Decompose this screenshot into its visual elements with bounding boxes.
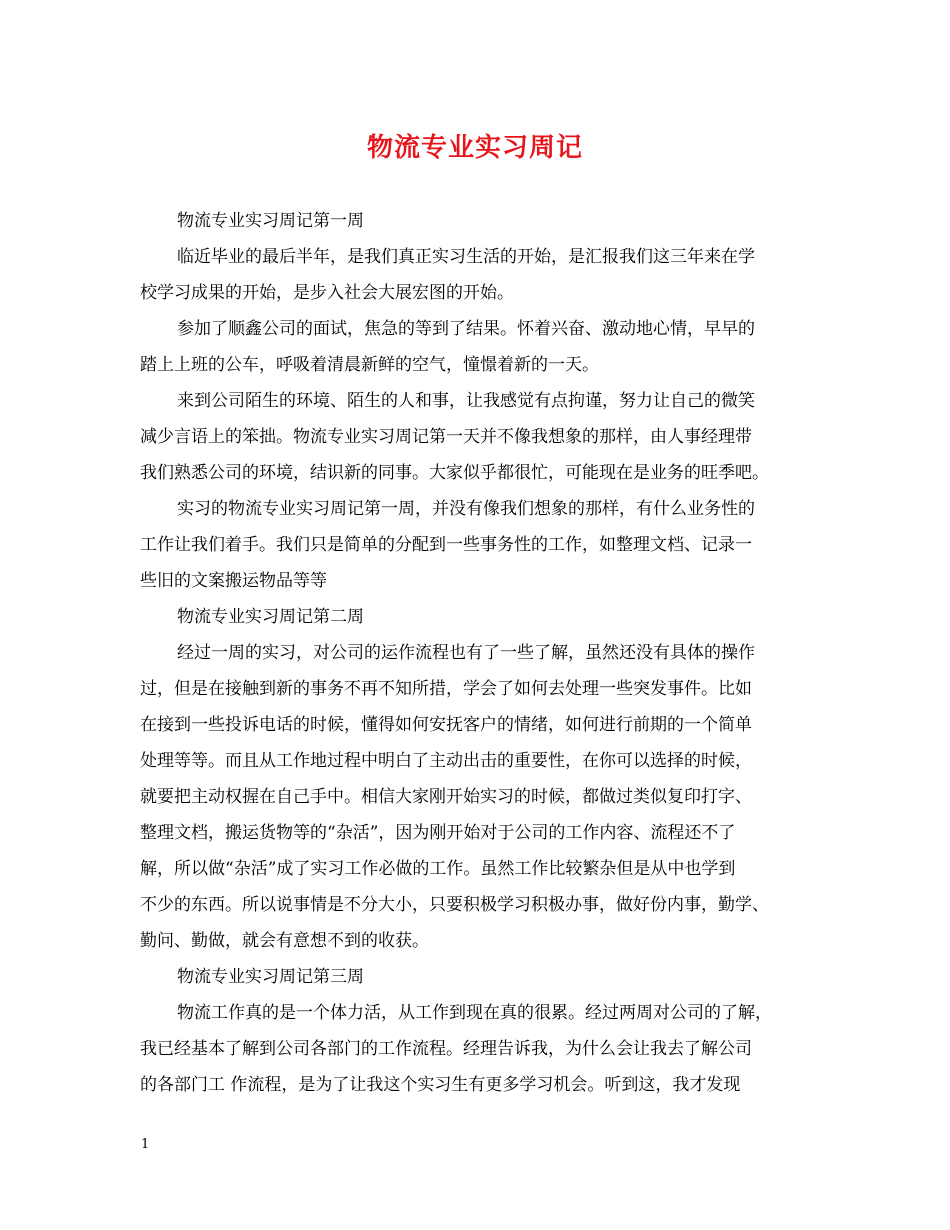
- document-body: [140, 203, 822, 1103]
- paragraph-line: 工作让我们着手。我们只是简单的分配到一些事务性的工作，如整理文档、记录一: [140, 535, 752, 555]
- paragraph-line: 经过一周的实习，对公司的运作流程也有了一些了解，虽然还没有具体的操作: [177, 643, 755, 663]
- paragraph-line: 物流工作真的是一个体力活，从工作到现在真的很累。经过两周对公司的了解，: [177, 1003, 772, 1023]
- paragraph-line: 整理文档，搬运货物等的“杂活”，因为刚开始对于公司的工作内容、流程还不了: [140, 823, 736, 843]
- paragraph-line: 踏上上班的公车，呼吸着清晨新鲜的空气，憧憬着新的一天。: [140, 355, 599, 375]
- week-heading: 物流专业实习周记第一周: [177, 211, 364, 231]
- document-title: 物流专业实习周记: [366, 133, 583, 163]
- paragraph-line: 来到公司陌生的环境、陌生的人和事，让我感觉有点拘谨，努力让自己的微笑: [177, 391, 755, 411]
- paragraph-line: 过，但是在接触到新的事务不再不知所措，学会了如何去处理一些突发事件。比如: [140, 679, 752, 699]
- paragraph-line: 处理等等。而且从工作地过程中明白了主动出击的重要性，在你可以选择的时候，: [140, 751, 752, 771]
- page-number: 1: [141, 1137, 150, 1152]
- week-heading: 物流专业实习周记第二周: [177, 607, 364, 627]
- paragraph-line: 勤问、勤做，就会有意想不到的收获。: [140, 931, 429, 951]
- paragraph-line: 就要把主动权握在自己手中。相信大家刚开始实习的时候，都做过类似复印打字、: [140, 787, 752, 807]
- week-heading: 物流专业实习周记第三周: [177, 967, 364, 987]
- paragraph-line: 校学习成果的开始，是步入社会大展宏图的开始。: [140, 283, 514, 303]
- paragraph-line: 实习的物流专业实习周记第一周，并没有像我们想象的那样，有什么业务性的: [177, 499, 755, 519]
- paragraph-line: 我们熟悉公司的环境，结识新的同事。大家似乎都很忙，可能现在是业务的旺季吧。: [140, 463, 769, 483]
- paragraph-line: 解，所以做“杂活”成了实习工作必做的工作。虽然工作比较繁杂但是从中也学到: [140, 859, 736, 879]
- paragraph-line: 的各部门工 作流程，是为了让我这个实习生有更多学习机会。听到这，我才发现: [140, 1075, 741, 1095]
- paragraph-line: 临近毕业的最后半年，是我们真正实习生活的开始，是汇报我们这三年来在学: [177, 247, 755, 267]
- paragraph-line: 参加了顺鑫公司的面试，焦急的等到了结果。怀着兴奋、激动地心情，早早的: [177, 319, 755, 339]
- paragraph-line: 些旧的文案搬运物品等等: [140, 571, 327, 591]
- paragraph-line: 不少的东西。所以说事情是不分大小，只要积极学习积极办事，做好份内事，勤学、: [140, 895, 769, 915]
- paragraph-line: 在接到一些投诉电话的时候，懂得如何安抚客户的情绪，如何进行前期的一个简单: [140, 715, 752, 735]
- paragraph-line: 减少言语上的笨拙。物流专业实习周记第一天并不像我想象的那样，由人事经理带: [140, 427, 752, 447]
- paragraph-line: 我已经基本了解到公司各部门的工作流程。经理告诉我，为什么会让我去了解公司: [140, 1039, 752, 1059]
